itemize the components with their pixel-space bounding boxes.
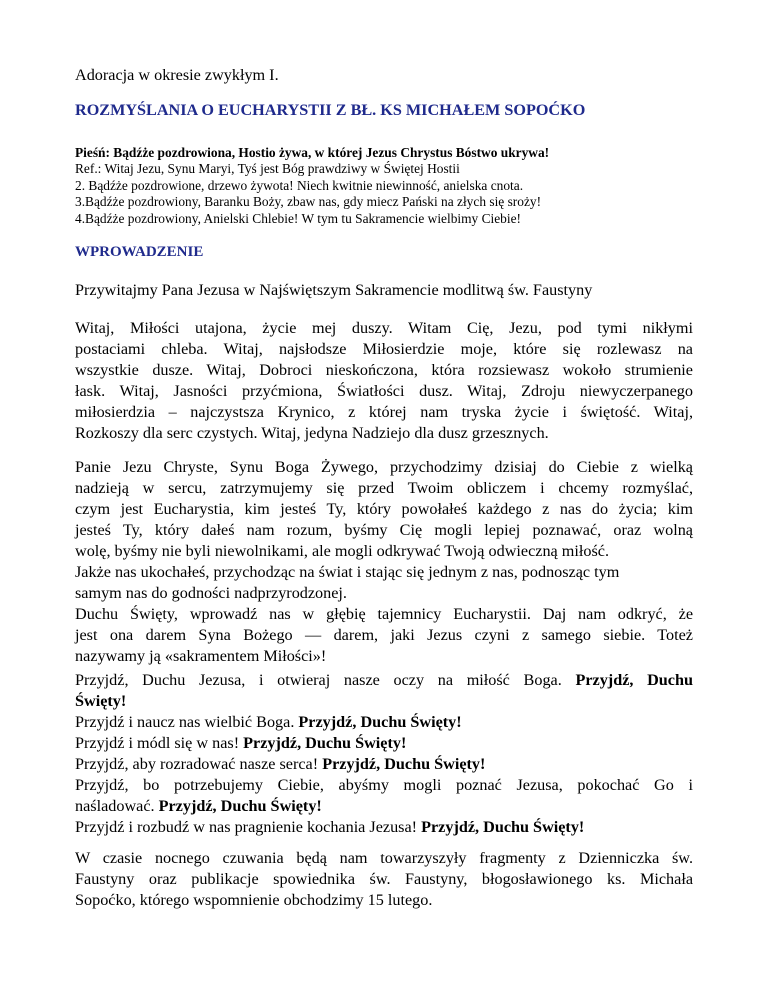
hymn-heading: Pieśń: Bądźże pozdrowiona, Hostio żywa, w której Jezus Chrystus Bóstwo ukrywa!: [75, 145, 550, 160]
hymn-line: Ref.: Witaj Jezu, Synu Maryi, Tyś jest Bóg prawdziwy w Świętej Hostii: [75, 161, 460, 177]
invocation-line: Przyjdź i rozbudź w nas pragnienie kochania Jezusa! Przyjdź, Duchu Święty!: [75, 818, 585, 836]
invocation-line: Przyjdź, Duchu Jezusa, i otwieraj nasze oczy na miłość Boga. Przyjdź, Duchu: [75, 671, 693, 689]
invocations: Przyjdź, Duchu Jezusa, i otwieraj nasze oczy na miłość Boga. Przyjdź, Duchu Święty! Przyjdź i naucz nas wielbić Boga. Przyjdź, Duchu Święty! Przyjdź i módl się w nas! Przyjdź, Duchu Święty! Przyjdź, aby rozradować nasze serca! Przyjdź, Duchu Święty! Przyjdź, bo potrzebujemy Ciebie, abyśmy mogli poznać Jezusa, pokochać Go i naśladować. Przyjdź, Duchu Święty! Przyjdź i rozbudź w nas pragnienie kochania Jezusa! Przyjdź, Duchu Święty!: [75, 671, 693, 836]
paragraph-prayer: Panie Jezu Chryste, Synu Boga Żywego, przychodzimy dzisiaj do Ciebie z wielką nadzieją w sercu, zatrzymujemy się przed Twoim obliczem i chcemy rozmyślać, czym jest Eucharystia, kim jesteś Ty, który powołałeś każdego z nas do życia; kim jesteś Ty, który dałeś nam rozum, byśmy Cię mogli lepiej poznawać, oraz wolną wolę, byśmy nie byli niewolnikami, ale mogli odkrywać Twoją odwieczną miłość. Jakże nas ukochałeś, przychodząc na świat i stając się jednym z nas, podnosząc tym samym nas do godności nadprzyrodzonej. Duchu Święty, wprowadź nas w głębię tajemnicy Eucharystii. Daj nam odkryć, że jest ona darem Syna Bożego — darem, jaki Jezus czyni z samego siebie. Toteż nazywamy ją «sakramentem Miłości»!: [75, 458, 693, 665]
paragraph-closing: W czasie nocnego czuwania będą nam towarzyszyły fragmenty z Dzienniczka św. Faustyny oraz publikacje spowiednika św. Faustyny, błogosławionego ks. Michała Sopoćko, którego wspomnienie obchodzimy 15 lutego.: [75, 849, 693, 909]
hymn-line: 4.Bądźże pozdrowiony, Anielski Chlebie! W tym tu Sakramencie wielbimy Ciebie!: [75, 210, 522, 226]
invocation-line: Przyjdź i módl się w nas! Przyjdź, Duchu Święty!: [75, 734, 407, 752]
invocation-line: naśladować. Przyjdź, Duchu Święty!: [75, 797, 322, 815]
invocation-line: Przyjdź, bo potrzebujemy Ciebie, abyśmy mogli poznać Jezusa, pokochać Go i: [75, 776, 693, 794]
intro-line: Przywitajmy Pana Jezusa w Najświętszym Sakramencie modlitwą św. Faustyny: [75, 281, 593, 299]
document-title: ROZMYŚLANIA O EUCHARYSTII Z BŁ. KS MICHAŁEM SOPOĆKO: [75, 101, 586, 119]
document-subtitle: Adoracja w okresie zwykłym I.: [75, 66, 279, 84]
hymn-section: [75, 145, 693, 227]
hymn-line: 3.Bądźże pozdrowiony, Baranku Boży, zbaw nas, gdy miecz Pański na złych się sroży!: [75, 194, 542, 210]
invocation-line: Przyjdź i naucz nas wielbić Boga. Przyjdź, Duchu Święty!: [75, 713, 462, 731]
invocation-line: Przyjdź, aby rozradować nasze serca! Przyjdź, Duchu Święty!: [75, 755, 486, 773]
intro-heading: WPROWADZENIE: [75, 244, 204, 260]
paragraph-greeting: Witaj, Miłości utajona, życie mej duszy. Witam Cię, Jezu, pod tymi nikłymi postaciami chleba. Witaj, najsłodsze Miłosierdzie moje, które się rozlewasz na wszystkie dusze. Witaj, Dobroci nieskończona, która rozsiewasz wokoło strumienie łask. Witaj, Jasności przyćmiona, Światłości dusz. Witaj, Zdroju niewyczerpanego miłosierdzia – najczystsza Krynico, z której nam tryska życie i świętość. Witaj, Rozkoszy dla serc czystych. Witaj, jedyna Nadziejo dla dusz grzesznych.: [75, 319, 693, 442]
hymn-line: 2. Bądźże pozdrowione, drzewo żywota! Niech kwitnie niewinność, anielska cnota.: [75, 177, 524, 193]
